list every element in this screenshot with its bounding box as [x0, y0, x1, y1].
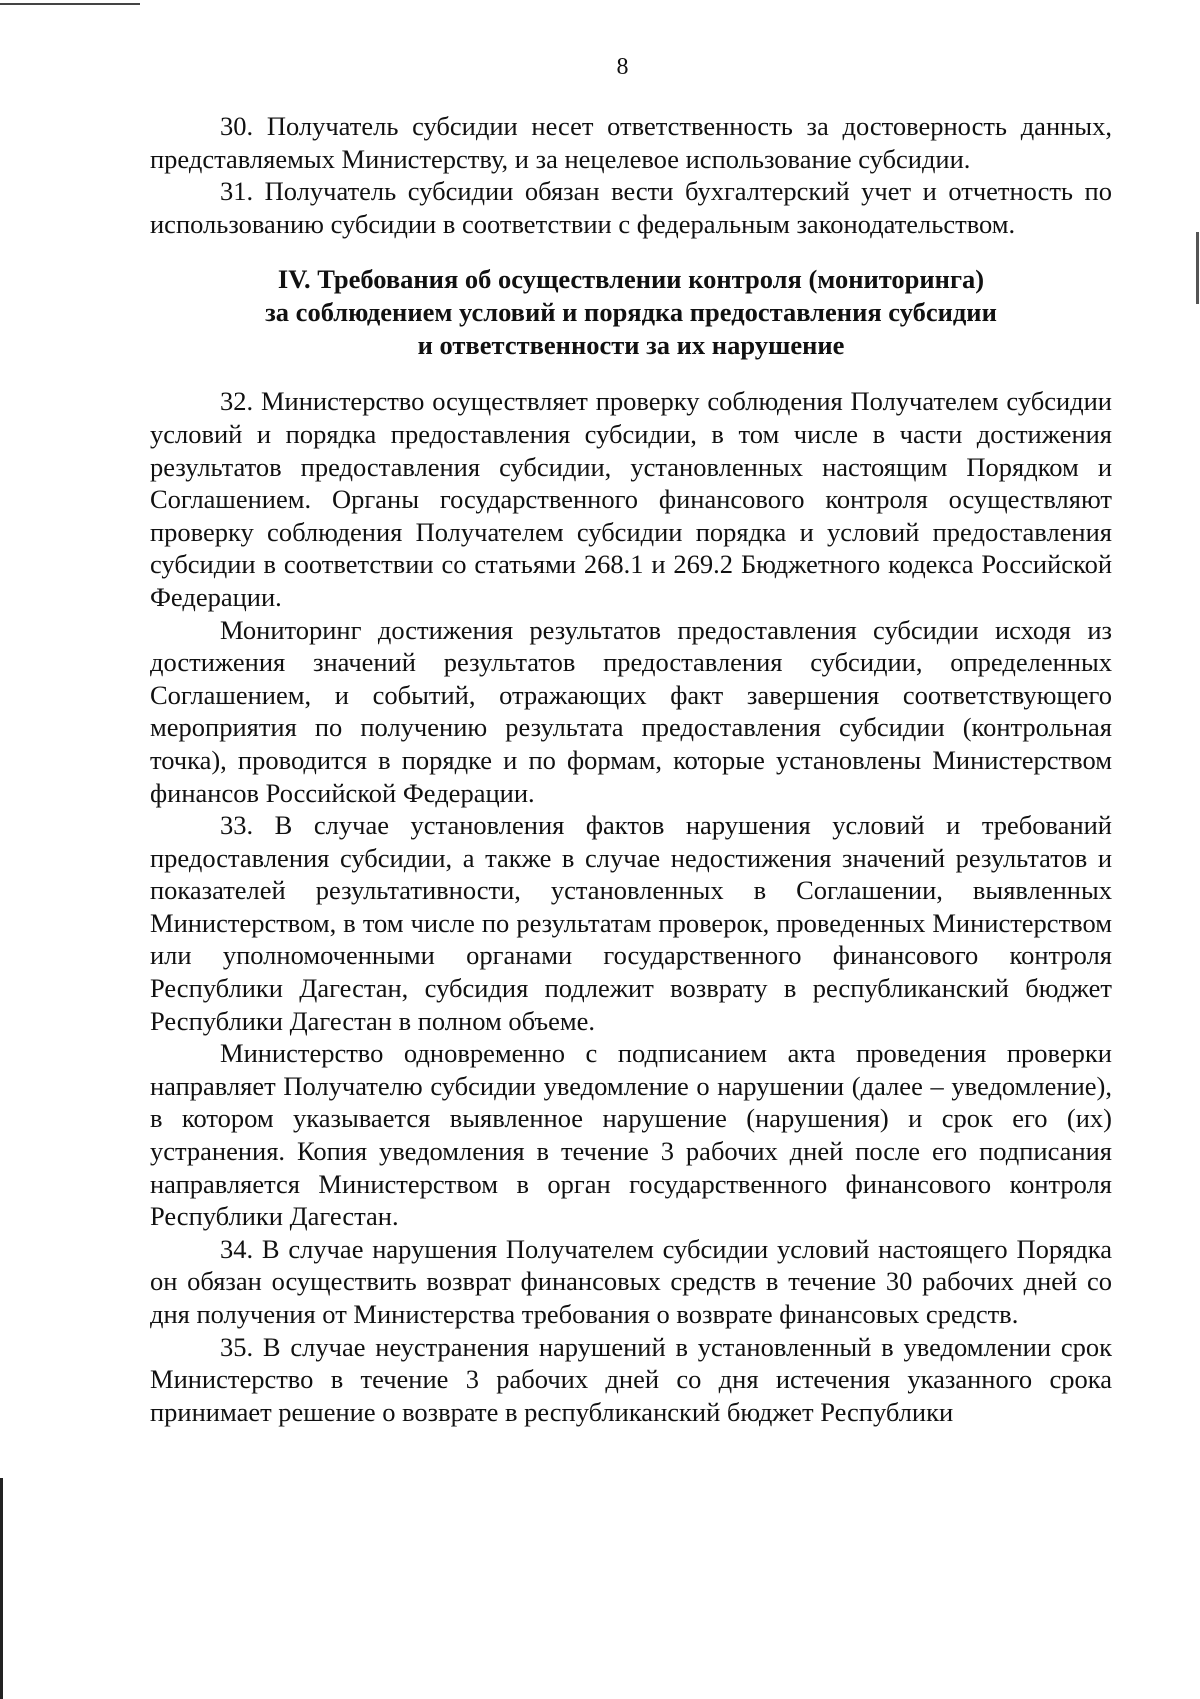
paragraph-notification: Министерство одновременно с подписанием акта проведения проверки направляет Получателю субсидии уведомление о нарушении (далее – уведомление), в котором указывается выявленное нарушение (нарушения) и срок его (их) устранения. Копия уведомления в течение 3 рабочих дней после его подписания направляется Министерством в орган государственного финансового контроля Республики Дагестан.: [150, 1038, 1112, 1232]
section-heading-line: IV. Требования об осуществлении контроля (мониторинга): [277, 264, 985, 295]
document-body: [150, 110, 1112, 1428]
section-heading-line: и ответственности за их нарушение: [417, 330, 845, 361]
paragraph-35: 35. В случае неустранения нарушений в установленный в уведомлении срок Министерство в течение 3 рабочих дней со дня истечения указанного срока принимает решение о возврате в республиканский бюджет Республики: [150, 1331, 1112, 1427]
section-heading-line: за соблюдением условий и порядка предоставления субсидии: [265, 297, 997, 328]
paragraph-33: 33. В случае установления фактов нарушения условий и требований предоставления субсидии, а также в случае недостижения значений результатов и показателей результативности, установленных в Соглашении, выявленных Министерством, в том числе по результатам проверок, проведенных Министерством или уполномоченными органами государственного финансового контроля Республики Дагестан, субсидия подлежит возврату в республиканский бюджет Республики Дагестан в полном объеме.: [150, 810, 1112, 1036]
scan-edge-line: [0, 3, 140, 5]
paragraph-32: 32. Министерство осуществляет проверку соблюдения Получателем субсидии условий и порядка предоставления субсидии, в том числе в части достижения результатов предоставления субсидии, установленных настоящим Порядком и Соглашением. Органы государственного финансового контроля осуществляют проверку соблюдения Получателем субсидии порядка и условий предоставления субсидии в соответствии со статьями 268.1 и 269.2 Бюджетного кодекса Российской Федерации.: [150, 386, 1112, 612]
paragraph-monitoring: Мониторинг достижения результатов предоставления субсидии исходя из достижения значений результатов предоставления субсидии, определенных Соглашением, и событий, отражающих факт завершения соответствующего мероприятия по получению результата предоставления субсидии (контрольная точка), проводится в порядке и по формам, которые установлены Министерством финансов Российской Федерации.: [150, 614, 1112, 808]
paragraph-31: 31. Получатель субсидии обязан вести бухгалтерский учет и отчетность по использованию субсидии в соответствии с федеральным законодательством.: [150, 176, 1112, 239]
section-heading: [150, 263, 1112, 362]
scan-edge-mark-right: [1196, 232, 1199, 304]
paragraph-34: 34. В случае нарушения Получателем субсидии условий настоящего Порядка он обязан осуществить возврат финансовых средств в течение 30 рабочих дней со дня получения от Министерства требования о возврате финансовых средств.: [150, 1233, 1112, 1329]
paragraph-30: 30. Получатель субсидии несет ответственность за достоверность данных, представляемых Министерству, и за нецелевое использование субсидии.: [150, 111, 1112, 174]
scan-edge-mark-left: [0, 1478, 3, 1699]
page-number: 8: [616, 54, 629, 80]
